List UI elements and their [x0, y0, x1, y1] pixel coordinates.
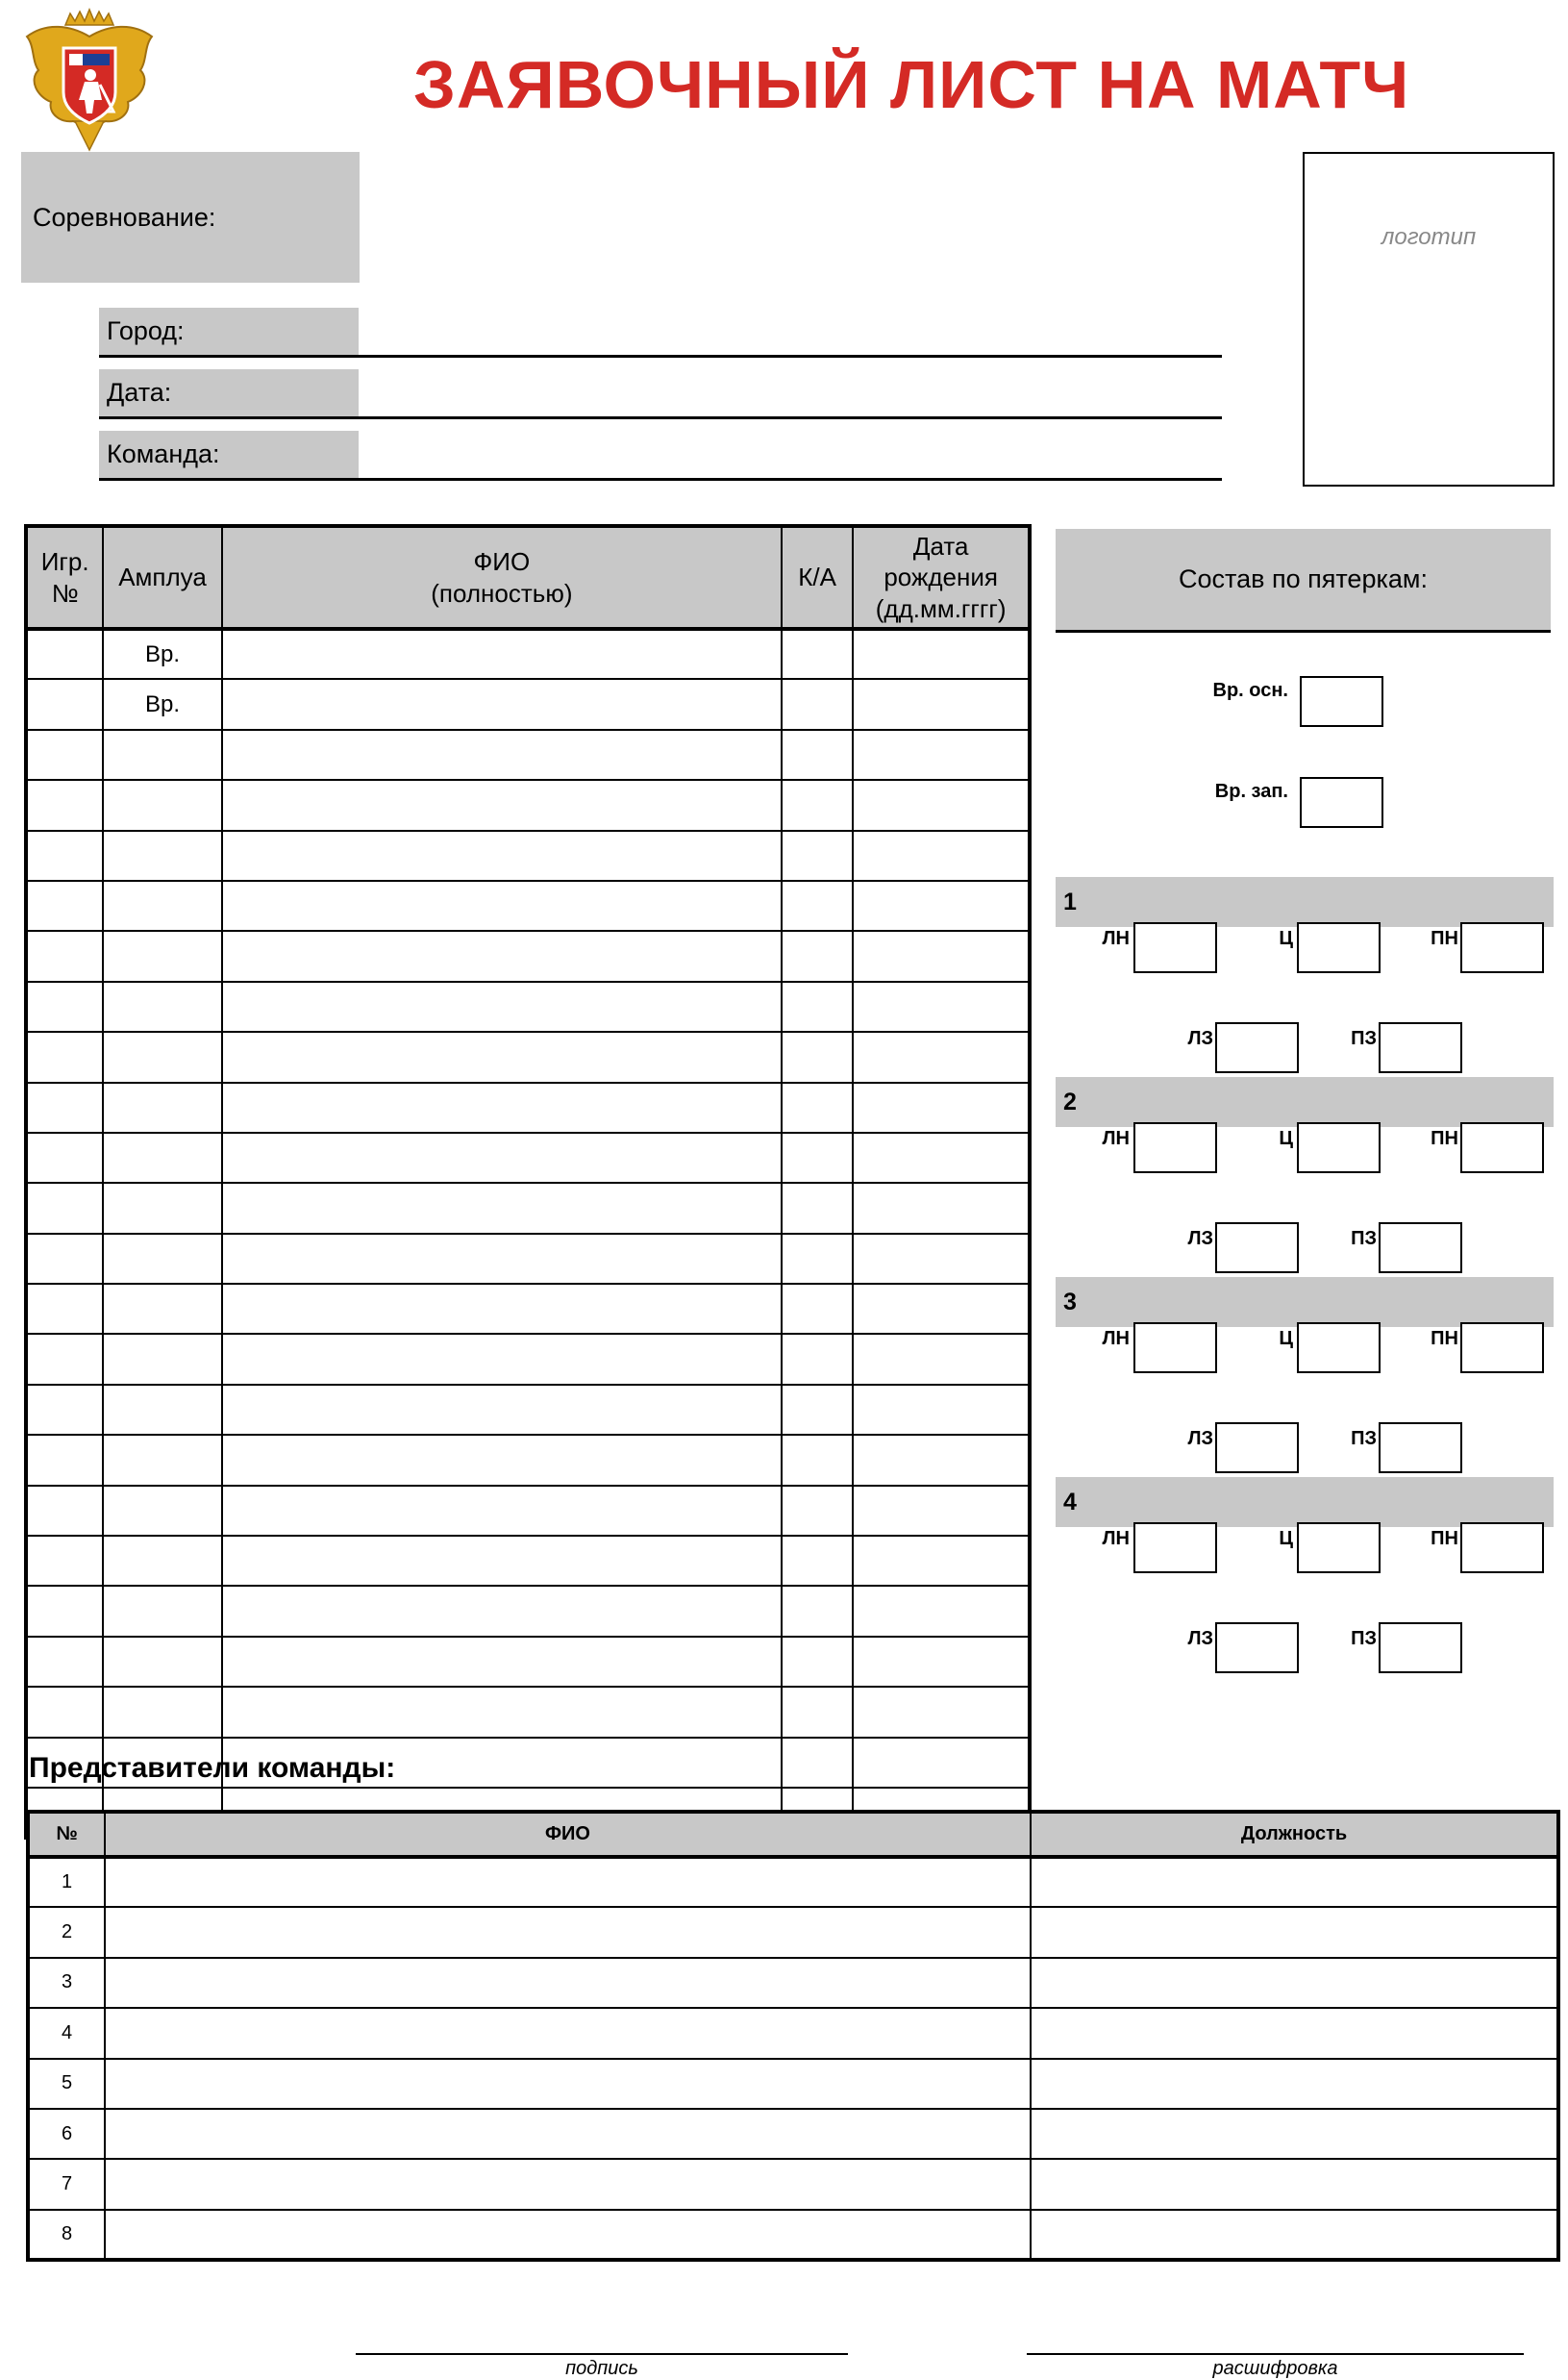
player-birth-cell[interactable] [853, 881, 1030, 931]
ld-box[interactable] [1215, 1422, 1299, 1473]
player-row [26, 881, 1030, 931]
player-name-cell[interactable] [222, 730, 782, 780]
player-number-cell[interactable] [26, 730, 103, 780]
rep-number-cell: 6 [28, 2109, 105, 2159]
player-role-cell[interactable] [103, 1435, 221, 1485]
decode-caption: расшифровка [1212, 2358, 1338, 2379]
player-name-cell[interactable] [222, 1536, 782, 1586]
player-role-cell[interactable] [103, 982, 221, 1032]
player-name-cell[interactable] [222, 1435, 782, 1485]
players-table [24, 524, 1032, 1840]
ld-label: ЛЗ [1187, 1028, 1213, 1049]
player-row [26, 1234, 1030, 1284]
rw-label: ПН [1431, 1528, 1458, 1549]
rep-name-cell[interactable] [105, 2008, 1031, 2058]
player-role-cell[interactable] [103, 1586, 221, 1636]
header-number-line2: № [51, 578, 79, 608]
lw-box[interactable] [1133, 1122, 1217, 1173]
player-captain-cell[interactable] [782, 679, 853, 729]
header-name [222, 526, 782, 629]
player-row [26, 831, 1030, 881]
rd-box[interactable] [1379, 1422, 1462, 1473]
header-birth [853, 526, 1030, 629]
header-number-line1: Игр. [40, 547, 89, 576]
player-captain-cell[interactable] [782, 1234, 853, 1284]
player-role-cell[interactable] [103, 1536, 221, 1586]
player-row [26, 1536, 1030, 1586]
player-number-cell[interactable] [26, 1234, 103, 1284]
player-birth-cell[interactable] [853, 1385, 1030, 1435]
line-band-3 [1056, 1277, 1554, 1327]
rep-number-cell: 8 [28, 2210, 105, 2260]
c-box[interactable] [1297, 1322, 1381, 1373]
player-birth-cell[interactable] [853, 780, 1030, 830]
player-name-cell[interactable] [222, 1637, 782, 1687]
rep-number-cell: 4 [28, 2008, 105, 2058]
ld-label: ЛЗ [1187, 1428, 1213, 1449]
player-name-cell[interactable] [222, 629, 782, 679]
rw-label: ПН [1431, 1128, 1458, 1149]
player-birth-cell[interactable] [853, 679, 1030, 729]
player-role-cell[interactable] [103, 780, 221, 830]
team-label: Команда: [99, 431, 359, 478]
player-row [26, 780, 1030, 830]
player-name-cell[interactable] [222, 780, 782, 830]
player-name-cell[interactable] [222, 1687, 782, 1737]
player-row [26, 1334, 1030, 1384]
ld-box[interactable] [1215, 1222, 1299, 1273]
rw-label: ПН [1431, 1328, 1458, 1349]
rep-number-cell: 7 [28, 2159, 105, 2209]
lw-label: ЛН [1102, 1328, 1130, 1349]
player-captain-cell[interactable] [782, 881, 853, 931]
player-birth-cell[interactable] [853, 1687, 1030, 1737]
rd-box[interactable] [1379, 1622, 1462, 1673]
player-name-cell[interactable] [222, 881, 782, 931]
player-number-cell[interactable] [26, 1183, 103, 1233]
player-captain-cell[interactable] [782, 730, 853, 780]
player-role-cell[interactable] [103, 831, 221, 881]
reps-header-position: Должность [1031, 1812, 1558, 1857]
player-row [26, 1385, 1030, 1435]
header-role: Амплуа [103, 526, 221, 629]
city-field[interactable] [99, 308, 1222, 358]
line-band-4 [1056, 1477, 1554, 1527]
player-role-cell[interactable] [103, 1284, 221, 1334]
player-role-cell[interactable] [103, 881, 221, 931]
rd-label: ПЗ [1351, 1628, 1377, 1649]
player-row [26, 1032, 1030, 1082]
player-number-cell[interactable] [26, 982, 103, 1032]
player-birth-cell[interactable] [853, 1133, 1030, 1183]
player-name-cell[interactable] [222, 1284, 782, 1334]
rep-row [28, 1907, 1558, 1957]
c-label: Ц [1279, 928, 1293, 949]
header-birth-line3: (дд.мм.гггг) [875, 593, 1007, 623]
rep-row [28, 2059, 1558, 2109]
line-band-2 [1056, 1077, 1554, 1127]
header-name-line1: ФИО [473, 547, 531, 576]
lineups-title: Состав по пятеркам: [1056, 529, 1551, 633]
player-number-cell[interactable] [26, 1083, 103, 1133]
rep-number-cell: 3 [28, 1958, 105, 2008]
rep-name-cell[interactable] [105, 2059, 1031, 2109]
player-birth-cell[interactable] [853, 1183, 1030, 1233]
rep-row [28, 1958, 1558, 2008]
rep-row [28, 1857, 1558, 1907]
rep-position-cell[interactable] [1031, 1857, 1558, 1907]
player-name-cell[interactable] [222, 1183, 782, 1233]
rw-box[interactable] [1460, 1322, 1544, 1373]
line-number: 1 [1063, 889, 1077, 915]
c-label: Ц [1279, 1328, 1293, 1349]
player-row [26, 1083, 1030, 1133]
player-name-cell[interactable] [222, 982, 782, 1032]
ld-label: ЛЗ [1187, 1628, 1213, 1649]
rep-name-cell[interactable] [105, 2109, 1031, 2159]
player-number-cell[interactable] [26, 831, 103, 881]
signature-caption: подпись [565, 2358, 638, 2379]
rd-label: ПЗ [1351, 1428, 1377, 1449]
player-name-cell[interactable] [222, 1234, 782, 1284]
line-number: 4 [1063, 1489, 1077, 1516]
rep-name-cell[interactable] [105, 2159, 1031, 2209]
header-name-line2: (полностью) [431, 578, 573, 608]
c-box[interactable] [1297, 1522, 1381, 1573]
player-captain-cell[interactable] [782, 1385, 853, 1435]
player-name-cell[interactable] [222, 1334, 782, 1384]
header-birth-line2: рождения [884, 563, 998, 592]
player-role-cell[interactable] [103, 1083, 221, 1133]
representatives-title: Представители команды: [29, 1752, 396, 1784]
player-captain-cell[interactable] [782, 629, 853, 679]
player-name-cell[interactable] [222, 931, 782, 981]
rep-row [28, 2210, 1558, 2260]
player-birth-cell[interactable] [853, 931, 1030, 981]
player-birth-cell[interactable] [853, 982, 1030, 1032]
rw-label: ПН [1431, 928, 1458, 949]
player-number-cell[interactable] [26, 679, 103, 729]
rd-box[interactable] [1379, 1222, 1462, 1273]
c-label: Ц [1279, 1128, 1293, 1149]
player-number-cell[interactable] [26, 1536, 103, 1586]
player-number-cell[interactable] [26, 881, 103, 931]
player-row [26, 1284, 1030, 1334]
player-captain-cell[interactable] [782, 1133, 853, 1183]
player-captain-cell[interactable] [782, 1536, 853, 1586]
rep-row [28, 2159, 1558, 2209]
rep-name-cell[interactable] [105, 1907, 1031, 1957]
rw-box[interactable] [1460, 1122, 1544, 1173]
header-birth-line1: Дата [912, 531, 969, 561]
rd-label: ПЗ [1351, 1028, 1377, 1049]
players-header-row [26, 526, 1030, 629]
reps-header-row [28, 1812, 1558, 1857]
player-captain-cell[interactable] [782, 1687, 853, 1737]
player-birth-cell[interactable] [853, 1435, 1030, 1485]
player-birth-cell[interactable] [853, 1032, 1030, 1082]
player-number-cell[interactable] [26, 780, 103, 830]
player-row [26, 629, 1030, 679]
player-row [26, 1133, 1030, 1183]
c-box[interactable] [1297, 1122, 1381, 1173]
c-box[interactable] [1297, 922, 1381, 973]
player-role-cell[interactable] [103, 1687, 221, 1737]
ld-label: ЛЗ [1187, 1228, 1213, 1249]
rep-position-cell[interactable] [1031, 2109, 1558, 2159]
player-birth-cell[interactable] [853, 1738, 1030, 1788]
ld-box[interactable] [1215, 1022, 1299, 1073]
player-number-cell[interactable] [26, 1486, 103, 1536]
player-name-cell[interactable] [222, 679, 782, 729]
player-birth-cell[interactable] [853, 730, 1030, 780]
reps-header-number: № [28, 1812, 105, 1857]
date-label: Дата: [99, 369, 359, 416]
goalie-reserve-label: Вр. зап. [1214, 781, 1288, 802]
emblem-logo [17, 8, 162, 152]
team-field[interactable] [99, 431, 1222, 481]
line-number: 2 [1063, 1089, 1077, 1115]
player-role-cell[interactable]: Вр. [103, 679, 221, 729]
line-band-1 [1056, 877, 1554, 927]
date-field[interactable] [99, 369, 1222, 419]
rep-name-cell[interactable] [105, 1958, 1031, 2008]
player-number-cell[interactable] [26, 1687, 103, 1737]
rd-box[interactable] [1379, 1022, 1462, 1073]
representatives-table [26, 1810, 1560, 2262]
player-captain-cell[interactable] [782, 1334, 853, 1384]
player-number-cell[interactable] [26, 1133, 103, 1183]
player-row [26, 1637, 1030, 1687]
lw-label: ЛН [1102, 928, 1130, 949]
player-birth-cell[interactable] [853, 1334, 1030, 1384]
player-captain-cell[interactable] [782, 982, 853, 1032]
lw-box[interactable] [1133, 1322, 1217, 1373]
players-body [26, 629, 1030, 1838]
player-captain-cell[interactable] [782, 1083, 853, 1133]
logo-placeholder-text: логотип [1381, 224, 1477, 250]
player-number-cell[interactable] [26, 1284, 103, 1334]
player-role-cell[interactable] [103, 1234, 221, 1284]
ld-box[interactable] [1215, 1622, 1299, 1673]
player-name-cell[interactable] [222, 831, 782, 881]
player-captain-cell[interactable] [782, 931, 853, 981]
player-captain-cell[interactable] [782, 831, 853, 881]
signature-line[interactable] [356, 2353, 848, 2355]
player-row [26, 982, 1030, 1032]
player-birth-cell[interactable] [853, 629, 1030, 679]
player-captain-cell[interactable] [782, 1284, 853, 1334]
player-name-cell[interactable] [222, 1486, 782, 1536]
player-captain-cell[interactable] [782, 1183, 853, 1233]
logo-placeholder-box[interactable] [1303, 152, 1555, 487]
competition-label[interactable]: Соревнование: [21, 152, 360, 283]
player-number-cell[interactable] [26, 931, 103, 981]
player-number-cell[interactable] [26, 1435, 103, 1485]
rd-label: ПЗ [1351, 1228, 1377, 1249]
player-birth-cell[interactable] [853, 1234, 1030, 1284]
rep-position-cell[interactable] [1031, 2008, 1558, 2058]
player-row [26, 1687, 1030, 1737]
player-role-cell[interactable] [103, 1637, 221, 1687]
lw-box[interactable] [1133, 1522, 1217, 1573]
player-row [26, 1435, 1030, 1485]
rep-row [28, 2008, 1558, 2058]
player-birth-cell[interactable] [853, 831, 1030, 881]
player-row [26, 1586, 1030, 1636]
goalie-reserve-box[interactable] [1300, 777, 1383, 828]
player-birth-cell[interactable] [853, 1284, 1030, 1334]
player-row [26, 1183, 1030, 1233]
rep-name-cell[interactable] [105, 1857, 1031, 1907]
player-captain-cell[interactable] [782, 1637, 853, 1687]
goalie-main-label: Вр. осн. [1212, 680, 1288, 701]
line-number: 3 [1063, 1289, 1077, 1315]
player-role-cell[interactable] [103, 931, 221, 981]
player-row [26, 730, 1030, 780]
player-role-cell[interactable] [103, 1032, 221, 1082]
player-name-cell[interactable] [222, 1083, 782, 1133]
player-number-cell[interactable] [26, 1637, 103, 1687]
rep-position-cell[interactable] [1031, 1907, 1558, 1957]
lw-label: ЛН [1102, 1528, 1130, 1549]
player-role-cell[interactable] [103, 1183, 221, 1233]
player-name-cell[interactable] [222, 1586, 782, 1636]
rep-number-cell: 5 [28, 2059, 105, 2109]
rep-number-cell: 1 [28, 1857, 105, 1907]
decode-line[interactable] [1027, 2353, 1524, 2355]
header-number [26, 526, 103, 629]
player-number-cell[interactable] [26, 1032, 103, 1082]
city-label: Город: [99, 308, 359, 355]
player-captain-cell[interactable] [782, 780, 853, 830]
rep-position-cell[interactable] [1031, 1958, 1558, 2008]
rep-name-cell[interactable] [105, 2210, 1031, 2260]
player-birth-cell[interactable] [853, 1586, 1030, 1636]
player-row [26, 1486, 1030, 1536]
player-birth-cell[interactable] [853, 1536, 1030, 1586]
rep-row [28, 2109, 1558, 2159]
player-role-cell[interactable] [103, 1334, 221, 1384]
player-name-cell[interactable] [222, 1032, 782, 1082]
player-role-cell[interactable] [103, 1486, 221, 1536]
rep-position-cell[interactable] [1031, 2159, 1558, 2209]
rep-position-cell[interactable] [1031, 2210, 1558, 2260]
player-captain-cell[interactable] [782, 1738, 853, 1788]
player-role-cell[interactable]: Вр. [103, 629, 221, 679]
player-birth-cell[interactable] [853, 1083, 1030, 1133]
lw-label: ЛН [1102, 1128, 1130, 1149]
rep-position-cell[interactable] [1031, 2059, 1558, 2109]
player-name-cell[interactable] [222, 1385, 782, 1435]
player-number-cell[interactable] [26, 1385, 103, 1435]
player-row [26, 931, 1030, 981]
lw-box[interactable] [1133, 922, 1217, 973]
reps-body [28, 1857, 1558, 2260]
player-birth-cell[interactable] [853, 1486, 1030, 1536]
goalie-main-box[interactable] [1300, 676, 1383, 727]
player-role-cell[interactable] [103, 730, 221, 780]
rep-number-cell: 2 [28, 1907, 105, 1957]
player-role-cell[interactable] [103, 1133, 221, 1183]
player-name-cell[interactable] [222, 1133, 782, 1183]
player-number-cell[interactable] [26, 1586, 103, 1636]
player-captain-cell[interactable] [782, 1486, 853, 1536]
reps-header-name: ФИО [105, 1812, 1031, 1857]
rw-box[interactable] [1460, 922, 1544, 973]
rw-box[interactable] [1460, 1522, 1544, 1573]
player-number-cell[interactable] [26, 1334, 103, 1384]
header-captain: К/А [782, 526, 853, 629]
page-title: ЗАЯВОЧНЫЙ ЛИСТ НА МАТЧ [413, 47, 1410, 122]
player-role-cell[interactable] [103, 1385, 221, 1435]
player-row [26, 679, 1030, 729]
player-number-cell[interactable] [26, 629, 103, 679]
player-birth-cell[interactable] [853, 1637, 1030, 1687]
player-captain-cell[interactable] [782, 1435, 853, 1485]
player-captain-cell[interactable] [782, 1032, 853, 1082]
c-label: Ц [1279, 1528, 1293, 1549]
player-captain-cell[interactable] [782, 1586, 853, 1636]
